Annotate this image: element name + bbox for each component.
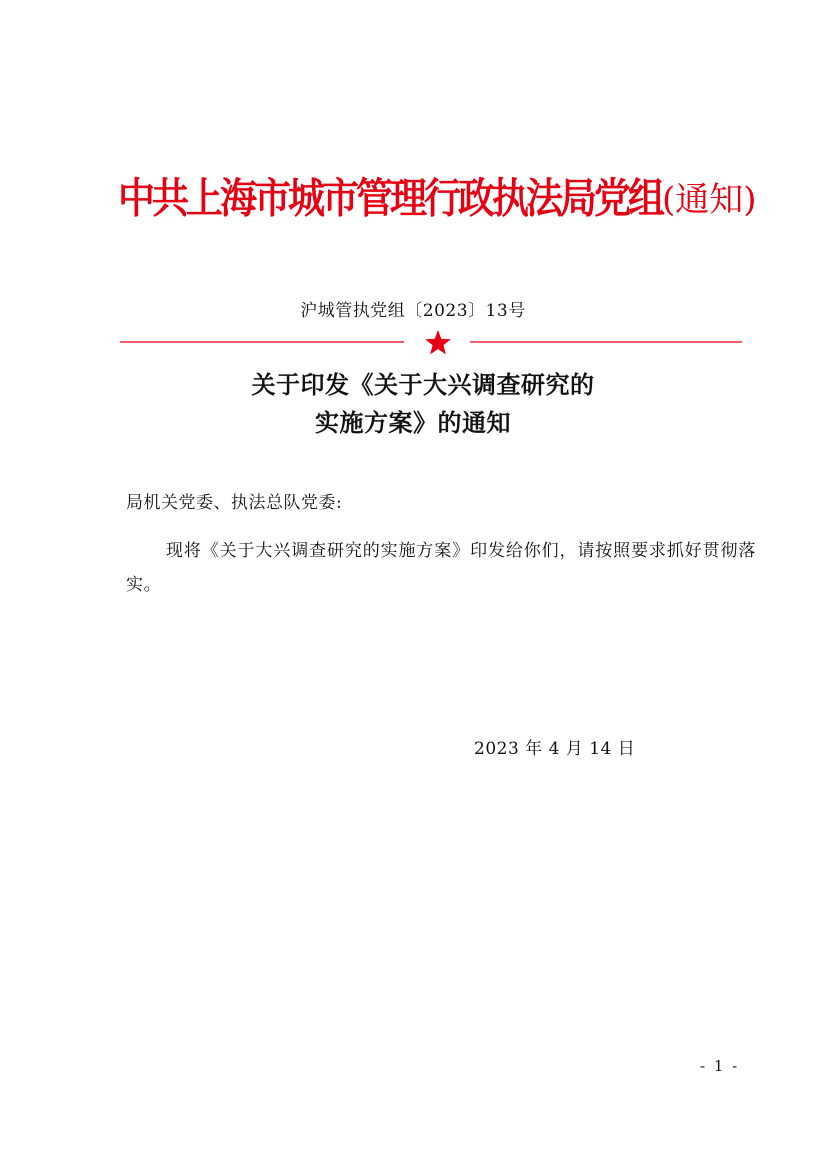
title-line-1: 关于印发《关于大兴调查研究的	[251, 370, 595, 399]
document-masthead	[118, 173, 757, 223]
red-divider-with-star	[120, 327, 742, 357]
body-paragraph: 现将《关于大兴调查研究的实施方案》印发给你们，请按照要求抓好贯彻落实。	[126, 541, 756, 595]
masthead-organization: 中共上海市城市管理行政执法局党组	[118, 173, 662, 223]
issue-date: 2023 年 4 月 14 日	[474, 739, 636, 759]
masthead-suffix: (通知)	[662, 180, 757, 220]
document-title	[0, 366, 826, 442]
document-number: 沪城管执党组〔2023〕13号	[300, 301, 526, 321]
title-line-2: 实施方案》的通知	[315, 408, 511, 437]
page-number: - 1 -	[700, 1057, 740, 1075]
salutation: 局机关党委、执法总队党委:	[126, 493, 343, 513]
star-icon	[425, 330, 451, 354]
